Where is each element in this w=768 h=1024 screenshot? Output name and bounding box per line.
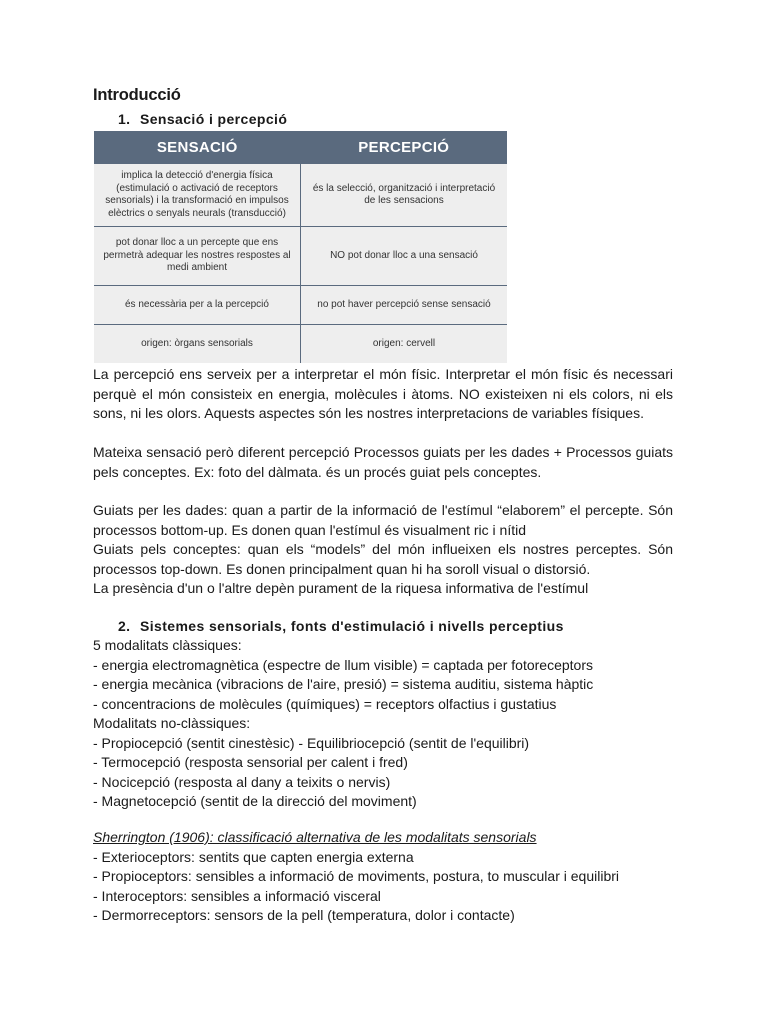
modalities-list [93,636,683,812]
page-title: Introducció [93,86,181,104]
list-item: - Propiocepció (sentit cinestèsic) - Equilibriocepció (sentit de l'equilibri) [93,734,530,751]
table-header-sensacio: SENSACIÓ [94,131,301,164]
table-cell: és necessària per a la percepció [94,286,301,325]
table-cell: no pot haver percepció sense sensació [301,286,508,325]
paragraph-concept-driven: Guiats pels conceptes: quan els “models” del món influeixen els nostres perceptes. Són processos top-down. Es donen principalment quan hi ha soroll visual o distorsió. [93,541,673,577]
list-item: - Magnetocepció (sentit de la direcció del moviment) [93,793,417,809]
table-row [94,286,507,325]
section-1-heading [118,111,287,127]
section-2-number: 2. [118,618,131,634]
sherrington-title: Sherrington (1906): classificació alternativa de les modalitats sensorials [93,829,537,845]
list-item: - Exterioceptors: sentits que capten energia externa [93,848,414,865]
paragraph-same-sensation: Mateixa sensació però diferent percepció Processos guiats per les dades + Processos guiats pels conceptes. Ex: foto del dàlmata. és un procés guiat pels conceptes. [93,444,673,480]
table-cell: NO pot donar lloc a una sensació [301,227,508,286]
list-item: - Interoceptors: sensibles a informació visceral [93,887,381,904]
paragraph-data-driven: Guiats per les dades: quan a partir de la informació de l'estímul “elaborem” el percepte. Són processos bottom-up. Es donen quan l'estímul és visualment ric i nítid [93,502,673,538]
table-header-percepcio: PERCEPCIÓ [301,131,508,164]
list-item: 5 modalitats clàssiques: [93,637,242,653]
list-item: - energia mecànica (vibracions de l'aire, presió) = sistema auditiu, sistema hàptic [93,676,594,692]
table-cell: origen: cervell [301,325,508,364]
table-row [94,325,507,364]
list-item: - Propioceptors: sensibles a informació de moviments, postura, to muscular i equilibri [93,868,620,884]
list-item: - energia electromagnètica (espectre de llum visible) = captada per fotoreceptors [93,656,593,673]
section-2-title: Sistemes sensorials, fonts d'estimulació i nivells perceptius [140,618,564,634]
section-2-heading [118,618,564,634]
paragraph-perception: La percepció ens serveix per a interpretar el món físic. Interpretar el món físic és necessari perquè el món consisteix en energia, molècules i àtoms. NO existeixen ni els colors, ni els sons, ni les olors. Aquests aspectes són les nostres interpretacions de variables físiques. [93,366,673,421]
paragraph-presence: La presència d'un o l'altre depèn purament de la riquesa informativa de l'estímul [93,580,589,596]
table-row [94,164,507,227]
section-1-number: 1. [118,111,131,127]
table-cell: origen: òrgans sensorials [94,325,301,364]
comparison-table [94,131,507,363]
table-cell: implica la detecció d'energia física (estimulació o activació de receptors sensorials) i la transformació en impulsos elèctrics o senyals neurals (transducció) [94,164,301,227]
table-row [94,227,507,286]
table-cell: és la selecció, organització i interpretació de les sensacions [301,164,508,227]
list-item: - concentracions de molècules (químiques) = receptors olfactius i gustatius [93,695,557,712]
section-1-title: Sensació i percepció [140,111,288,127]
list-item: - Dermorreceptors: sensors de la pell (temperatura, dolor i contacte) [93,907,515,923]
table-cell: pot donar lloc a un percepte que ens permetrà adequar les nostres respostes al medi ambient [94,227,301,286]
list-item: - Termocepció (resposta sensorial per calent i fred) [93,754,408,770]
list-item: Modalitats no-clàssiques: [93,715,251,731]
list-item: - Nocicepció (resposta al dany a teixits o nervis) [93,773,391,790]
sherrington-list [93,828,683,926]
